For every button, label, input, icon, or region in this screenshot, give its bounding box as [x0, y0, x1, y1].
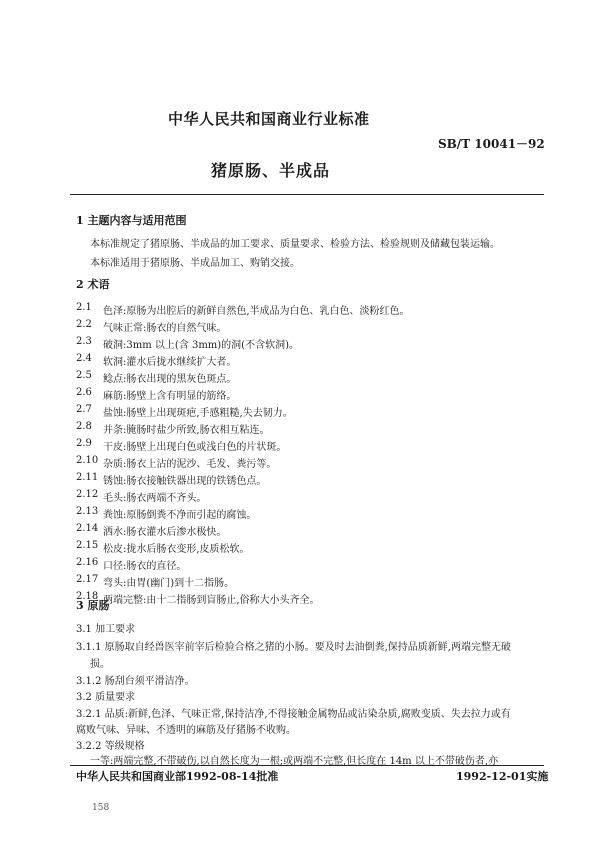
term-number: 2.6 [76, 387, 92, 398]
term-number: 2.15 [76, 540, 99, 551]
effective-date: 1992-12-01实施 [456, 770, 549, 783]
term-number: 2.7 [76, 404, 92, 415]
clause-3-2: 3.2 质量要求 [76, 692, 136, 703]
approval-date: 中华人民共和国商业部1992-08-14批准 [76, 770, 279, 783]
issuing-organization: 中华人民共和国商业行业标准 [168, 110, 370, 128]
clause-3-1-2: 3.1.2 肠刮台须平滑洁净。 [76, 676, 195, 687]
term-definition: 口径:肠衣的直径。 [103, 561, 187, 572]
clause-3-2-2-grade-1: 一等:两端完整,不带破伤,以自然长度为一根;或两端不完整,但长度在 14m 以上不带破伤者,亦 [90, 756, 499, 767]
footer-divider [70, 765, 544, 766]
term-definition: 盐蚀:肠壁上出现斑疤,手感粗糙,失去韧力。 [103, 408, 293, 419]
term-definition: 气味正常:肠衣的自然气味。 [103, 323, 227, 334]
clause-3-2-2: 3.2.2 等级规格 [76, 741, 145, 752]
term-definition: 锈蚀:肠衣接触铁器出现的铁锈色点。 [103, 476, 267, 487]
clause-3-1-1-line-2: 损。 [90, 659, 110, 670]
term-number: 2.16 [76, 557, 99, 568]
term-number: 2.11 [76, 472, 99, 483]
term-number: 2.14 [76, 523, 99, 534]
term-number: 2.1 [76, 302, 92, 313]
term-definition: 并条:腌肠时盐少所致,肠衣相互粘连。 [103, 425, 270, 436]
term-number: 2.18 [76, 591, 99, 602]
clause-3-1-1-line-1: 3.1.1 原肠取自经兽医宰前宰后检验合格之猪的小肠。要及时去油倒粪,保持品质新鲜,两端完整无破 [76, 642, 511, 653]
term-definition: 鲶点:肠衣出现的黑灰色斑点。 [103, 374, 237, 385]
term-definition: 松皮:拢水后肠衣变形,皮质松软。 [103, 544, 250, 555]
term-number: 2.17 [76, 574, 99, 585]
clause-3-2-1-line-2: 腐败气味、异味、不透明的麻筋及仔猪肠不收购。 [76, 725, 296, 736]
term-number: 2.4 [76, 353, 92, 364]
term-number: 2.12 [76, 489, 99, 500]
document-title: 猪原肠、半成品 [211, 161, 331, 180]
section-1-heading: 1 主题内容与适用范围 [76, 214, 187, 227]
term-definition: 杂质:肠衣上沾的泥沙、毛发、粪污等。 [103, 459, 277, 470]
clause-3-1: 3.1 加工要求 [76, 624, 136, 635]
term-definition: 两端完整:由十二指肠到盲肠止,俗称大小头齐全。 [103, 595, 320, 606]
term-definition: 粪蚀:原肠倒粪不净而引起的腐蚀。 [103, 510, 257, 521]
term-definition: 色泽:原肠为出腔后的新鲜自然色,半成品为白色、乳白色、淡粉红色。 [103, 306, 410, 317]
term-definition: 软洞:灌水后拢水继续扩大者。 [103, 357, 237, 368]
term-number: 2.9 [76, 438, 92, 449]
section-1-paragraph-1: 本标准规定了猪原肠、半成品的加工要求、质量要求、检验方法、检验规则及储藏包装运输。 [90, 239, 500, 250]
title-divider [70, 194, 544, 195]
term-definition: 毛头:肠衣两端不齐头。 [103, 493, 207, 504]
clause-3-2-1-line-1: 3.2.1 品质:新鲜,色泽、气味正常,保持洁净,不得接触金属物品或沾染杂质,腐败变质、失去拉力或有 [76, 709, 511, 720]
term-definition: 破洞:3mm 以上(含 3mm)的洞(不含软洞)。 [103, 340, 299, 351]
standard-code: SB/T 10041－92 [438, 137, 545, 151]
term-number: 2.3 [76, 336, 92, 347]
term-number: 2.10 [76, 455, 99, 466]
term-definition: 麻筋:肠壁上含有明显的筋络。 [103, 391, 237, 402]
term-number: 2.2 [76, 319, 92, 330]
section-2-heading: 2 术语 [76, 278, 110, 291]
term-definition: 干皮:肠壁上出现白色或浅白色的片状斑。 [103, 442, 287, 453]
term-definition: 弯头:由胃(幽门)到十二指肠。 [103, 578, 235, 589]
section-3-heading: 3 原肠 [76, 599, 110, 612]
page-number: 158 [92, 803, 110, 813]
term-definition: 洒水:肠衣灌水后渗水极快。 [103, 527, 227, 538]
section-1-paragraph-2: 本标准适用于猪原肠、半成品加工、购销交接。 [90, 258, 300, 269]
term-number: 2.8 [76, 421, 92, 432]
term-number: 2.13 [76, 506, 99, 517]
term-number: 2.5 [76, 370, 92, 381]
